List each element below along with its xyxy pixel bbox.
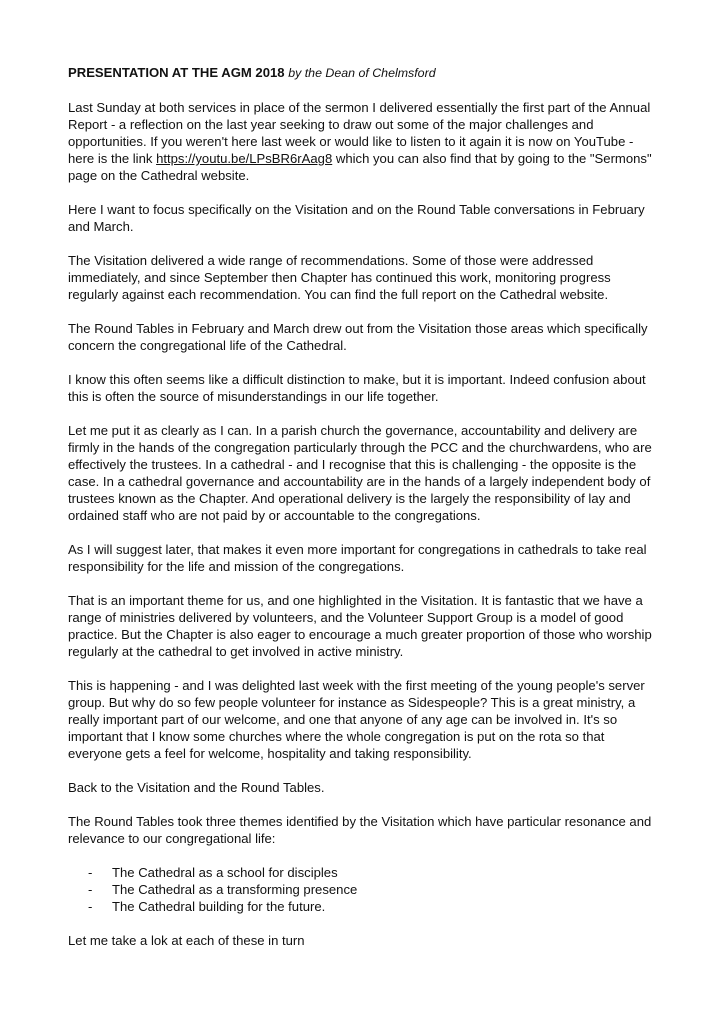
paragraph-distinction: I know this often seems like a difficult distinction to make, but it is important. Indeed confusion about this is often the source of misunderstandings in our life together. [68, 372, 646, 404]
theme-text: The Cathedral building for the future. [112, 899, 326, 914]
paragraph-responsibility: As I will suggest later, that makes it even more important for congregations in cathedrals to take real responsibility for the life and mission of the congregations. [68, 542, 647, 574]
paragraph-visitation: The Visitation delivered a wide range of recommendations. Some of those were addressed immediately, and since September then Chapter has continued this work, monitoring progress regularly against each recommendation. You can find the full report on the Cathedral website. [68, 253, 611, 302]
paragraph-focus: Here I want to focus specifically on the Visitation and on the Round Table conversations in February and March. [68, 202, 645, 234]
paragraph-round-tables: The Round Tables in February and March drew out from the Visitation those areas which specifically concern the congregational life of the Cathedral. [68, 321, 648, 353]
list-item [88, 881, 658, 898]
paragraph-themes-intro: The Round Tables took three themes identified by the Visitation which have particular resonance and relevance to our congregational life: [68, 814, 652, 846]
theme-text: The Cathedral as a transforming presence [112, 882, 358, 897]
paragraph-sidespeople: This is happening - and I was delighted last week with the first meeting of the young people's server group. But why do so few people volunteer for instance as Sidespeople? This is a great ministry, a really important part of our welcome, and one that anyone of any age can be involved in. It's so important that I know some churches where the whole congregation is put on the rota so that everyone gets a feel for welcome, hospitality and taking responsibility. [68, 678, 645, 761]
bullet-dash: - [88, 865, 93, 880]
paragraph-back: Back to the Visitation and the Round Tables. [68, 780, 325, 795]
paragraph-governance: Let me put it as clearly as I can. In a parish church the governance, accountability and delivery are firmly in the hands of the congregation particularly through the PCC and the churchwardens, who are effectively the trustees. In a cathedral - and I recognise that this is challenging - the opposite is the case. In a cathedral governance and accountability are in the hands of a largely independent body of trustees known as the Chapter. And operational delivery is the largely the responsibility of lay and ordained staff who are not paid by or accountable to the congregations. [68, 423, 652, 523]
bullet-dash: - [88, 882, 93, 897]
paragraph-closing: Let me take a lok at each of these in turn [68, 933, 305, 948]
paragraph-volunteers: That is an important theme for us, and one highlighted in the Visitation. It is fantastic that we have a range of ministries delivered by volunteers, and the Volunteer Support Group is a model of good practice. But the Chapter is also eager to encourage a much greater proportion of those who worship regularly at the cathedral to get involved in active ministry. [68, 593, 652, 659]
paragraph-intro-text-after: which you can also find that by going to the "Sermons" page on the Cathedral website. [68, 151, 652, 183]
paragraph-intro-text: Last Sunday at both services in place of the sermon I delivered essentially the first part of the Annual Report - a reflection on the last year seeking to draw out some of the major challenges and opportunities. If you weren't here last week or would like to listen to it again it is now on YouTube - here is the link [68, 100, 651, 166]
theme-text: The Cathedral as a school for disciples [112, 865, 338, 880]
paragraph-intro [68, 99, 658, 184]
themes-list [68, 864, 658, 915]
list-item [88, 864, 658, 881]
document-page [68, 64, 658, 966]
document-byline: by the Dean of Chelmsford [288, 66, 436, 80]
heading [68, 64, 658, 82]
list-item [88, 898, 658, 915]
document-title: PRESENTATION AT THE AGM 2018 [68, 65, 285, 80]
bullet-dash: - [88, 899, 93, 914]
youtube-link[interactable]: https://youtu.be/LPsBR6rAag8 [156, 151, 333, 166]
